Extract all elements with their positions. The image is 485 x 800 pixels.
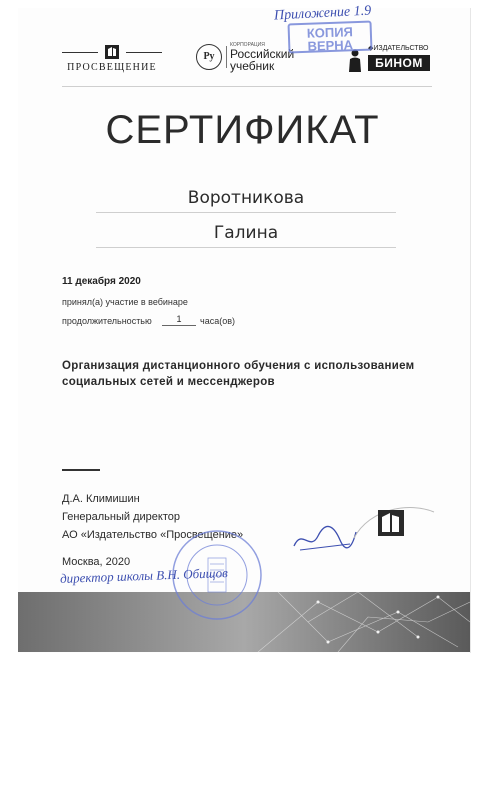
certificate-title: СЕРТИФИКАТ — [105, 108, 380, 152]
duration-prefix: продолжительностью — [62, 316, 152, 326]
recipient-surname: Воротникова — [187, 188, 305, 208]
signatory-position: Генеральный директор — [62, 511, 180, 523]
logo-caption: КОРПОРАЦИЯ — [230, 42, 265, 48]
prosveshchenie-emblem-icon — [104, 44, 120, 60]
recipient-first-name: Галина — [213, 223, 279, 243]
duration-value: 1 — [162, 314, 196, 326]
logo-rule-right — [126, 52, 162, 53]
stamp-line1: КОПИЯ — [306, 24, 354, 41]
logo-name-line2: учебник — [230, 59, 275, 73]
surname-rule — [96, 212, 396, 213]
logo-rule-left — [62, 52, 98, 53]
logo-name-line1: Российский — [230, 47, 295, 61]
participation-text: принял(а) участие в вебинаре — [62, 297, 188, 307]
signatory-company: АО «Издательство «Просвещение» — [62, 529, 244, 541]
event-date: 11 декабря 2020 — [62, 276, 141, 287]
binom-wordmark: БИНОМ — [368, 55, 430, 71]
header-divider — [62, 86, 432, 87]
stamp-line2: ВЕРНА — [307, 37, 354, 54]
prosveshchenie-logo — [62, 44, 162, 74]
signatory-name: Д.А. Климишин — [62, 493, 140, 505]
signature-rule — [62, 469, 100, 471]
school-director-handwriting: директор школы В.Н. Обищов — [59, 565, 229, 586]
logo-name — [230, 48, 294, 72]
binom-caption: ◆ИЗДАТЕЛЬСТВО — [368, 45, 429, 52]
prosveshchenie-text: ПРОСВЕЩЕНИЕ — [67, 62, 157, 73]
copy-certified-stamp — [288, 21, 373, 54]
place-and-year: Москва, 2020 — [62, 556, 131, 568]
ru-emblem-icon: Ру — [196, 44, 222, 70]
webinar-topic: Организация дистанционного обучения с использованием социальных сетей и мессенджеров — [62, 360, 415, 388]
duration-suffix: часа(ов) — [200, 316, 235, 326]
handwritten-annex-note: Приложение 1.9 — [273, 3, 372, 24]
logo-divider — [226, 46, 227, 68]
first-name-rule — [96, 247, 396, 248]
prosveshchenie-mark-icon — [350, 498, 436, 558]
